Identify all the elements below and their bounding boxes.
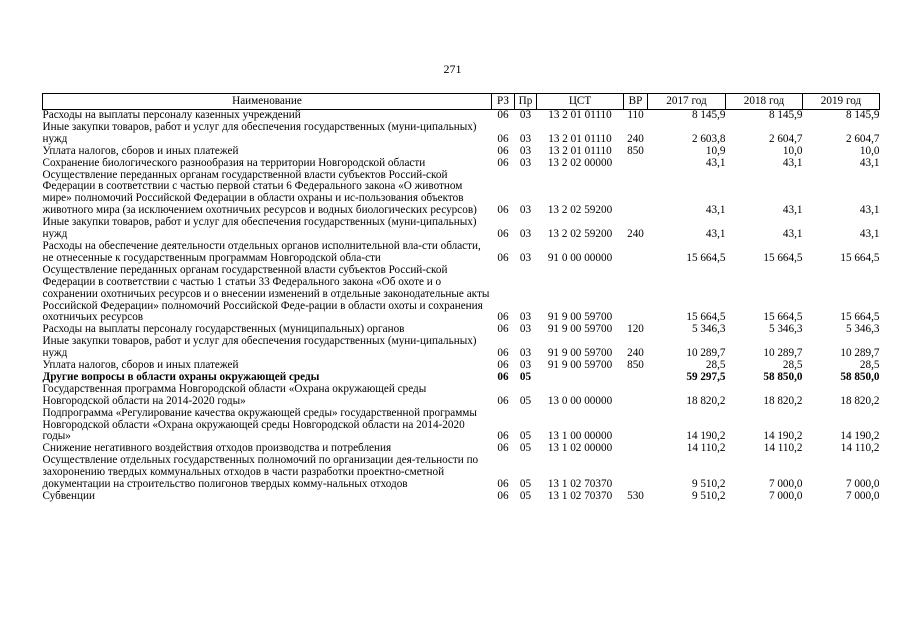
table-row xyxy=(43,170,880,218)
row-value-2018: 10,0 xyxy=(782,144,803,157)
table-body xyxy=(43,110,880,503)
row-value-2019: 10,0 xyxy=(859,144,880,157)
row-value-2017: 9 510,2 xyxy=(691,490,726,502)
row-pr: 05 xyxy=(519,478,532,491)
row-pr: 03 xyxy=(519,347,532,360)
row-cst: 13 2 01 01110 xyxy=(548,132,612,145)
row-rz: 06 xyxy=(497,109,509,121)
row-name: Уплата налогов, сборов и иных платежей xyxy=(42,144,239,157)
row-value-2018: 43,1 xyxy=(782,228,803,241)
row-name: Подпрограмма «Регулирование качества окружающей среды» государственной программы Новгородской области «Охрана окружающей среды Новгородской области на 2014-2020 годы» xyxy=(42,406,477,443)
row-name: Осуществление переданных органам государственной власти субъектов Россий-ской Федерации в соответствии с частью первой статьи 6 Федерального закона «О животном мире» полномочий Российской Федерации в области охраны и ис-пользования объектов животного мира (за исключением охотничьих ресурсов и водных биологических ресурсов) xyxy=(42,168,477,217)
row-pr: 03 xyxy=(519,204,532,217)
row-cst: 13 1 02 00000 xyxy=(547,442,613,455)
table-header-row xyxy=(43,94,880,110)
row-name: Иные закупки товаров, работ и услуг для обеспечения государственных (муни-ципальных) нужд xyxy=(42,216,477,241)
row-cst: 13 2 02 59200 xyxy=(547,204,613,217)
row-value-2017: 14 190,2 xyxy=(686,430,726,443)
row-value-2019: 14 190,2 xyxy=(840,430,880,443)
table-row xyxy=(43,241,880,265)
row-name: Снижение негативного воздействия отходов производства и потребления xyxy=(42,442,392,455)
row-rz: 06 xyxy=(497,442,509,455)
row-rz: 06 xyxy=(497,370,509,383)
header-2018: 2018 год xyxy=(726,94,803,110)
row-value-2018: 15 664,5 xyxy=(763,251,803,264)
row-vr xyxy=(624,408,648,444)
row-value-2018: 10 289,7 xyxy=(763,347,803,360)
row-value-2017: 43,1 xyxy=(705,228,726,241)
row-cst: 13 1 02 70370 xyxy=(547,490,613,502)
row-value-2018: 28,5 xyxy=(782,359,803,372)
row-name: Осуществление отдельных государственных полномочий по организации дея-тельности по захоронению твердых коммунальных отходов в части разработки проектно-сметной документации на строительство полигонов твердых комму-нальных отходов xyxy=(42,454,479,491)
row-value-2018: 5 346,3 xyxy=(768,323,803,336)
row-vr xyxy=(624,241,648,265)
row-rz: 06 xyxy=(497,347,509,360)
row-rz: 06 xyxy=(497,132,509,145)
row-value-2019: 15 664,5 xyxy=(840,311,880,324)
row-value-2017: 10 289,7 xyxy=(686,347,726,360)
table-row xyxy=(43,455,880,491)
row-name: Осуществление переданных органам государственной власти субъектов Россий-ской Федерации в соответствии с частью 1 статьи 33 Федерального закона «Об охоте и о сохранении охотничьих ресурсов и о внесении изменений в отдельные законодательные акты Российской Федерации» полномочий Российской Феде-рации в области охоты и сохранения охотничьих ресурсов xyxy=(42,263,490,324)
row-value-2019: 43,1 xyxy=(859,156,880,169)
row-value-2017: 18 820,2 xyxy=(686,394,726,407)
row-pr: 05 xyxy=(519,394,532,407)
row-value-2018: 7 000,0 xyxy=(768,490,803,502)
row-value-2019: 5 346,3 xyxy=(845,323,880,336)
row-value-2019: 43,1 xyxy=(859,204,880,217)
row-pr: 05 xyxy=(519,370,532,383)
row-name: Субвенции xyxy=(42,490,95,502)
row-cst: 91 9 00 59700 xyxy=(547,347,613,360)
table-row xyxy=(43,491,880,503)
row-value-2019: 28,5 xyxy=(859,359,880,372)
table-row xyxy=(43,122,880,146)
row-value-2017: 14 110,2 xyxy=(686,442,726,455)
table-row xyxy=(43,146,880,158)
row-cst: 13 1 00 00000 xyxy=(547,430,613,443)
row-pr: 03 xyxy=(519,251,532,264)
row-value-2019: 7 000,0 xyxy=(845,478,880,491)
header-2019: 2019 год xyxy=(803,94,880,110)
row-value-2017: 8 145,9 xyxy=(691,109,726,121)
row-value-2018: 2 604,7 xyxy=(768,132,803,145)
row-vr xyxy=(624,455,648,491)
row-name: Иные закупки товаров, работ и услуг для обеспечения государственных (муни-ципальных) нужд xyxy=(42,335,477,360)
row-value-2017: 59 297,5 xyxy=(686,370,726,383)
row-rz: 06 xyxy=(497,478,509,491)
row-rz: 06 xyxy=(497,228,509,241)
table-row xyxy=(43,265,880,325)
row-vr: 240 xyxy=(627,228,644,241)
row-pr: 03 xyxy=(519,228,532,241)
row-value-2017: 2 603,8 xyxy=(691,132,726,145)
row-rz: 06 xyxy=(497,204,509,217)
header-cst: ЦСТ xyxy=(537,94,624,110)
row-vr xyxy=(624,265,648,325)
row-cst: 91 9 00 59700 xyxy=(547,323,613,336)
row-pr: 03 xyxy=(519,109,532,121)
row-value-2018: 43,1 xyxy=(782,156,803,169)
row-cst: 13 2 02 59200 xyxy=(547,228,613,241)
row-value-2019: 2 604,7 xyxy=(845,132,880,145)
row-value-2017: 9 510,2 xyxy=(691,478,726,491)
row-pr: 03 xyxy=(519,311,532,324)
row-cst: 91 9 00 59700 xyxy=(547,311,613,324)
header-name: Наименование xyxy=(43,94,492,110)
row-pr: 03 xyxy=(519,144,532,157)
header-pr: Пр xyxy=(515,94,537,110)
row-vr: 240 xyxy=(627,347,644,360)
row-name: Сохранение биологического разнообразия на территории Новгородской области xyxy=(42,156,426,169)
row-value-2019: 18 820,2 xyxy=(840,394,880,407)
header-2017: 2017 год xyxy=(648,94,726,110)
row-pr: 03 xyxy=(519,359,532,372)
row-vr xyxy=(624,443,648,455)
row-value-2018: 43,1 xyxy=(782,204,803,217)
row-vr xyxy=(624,158,648,170)
row-value-2018: 18 820,2 xyxy=(763,394,803,407)
row-value-2018: 7 000,0 xyxy=(768,478,803,491)
row-value-2019: 7 000,0 xyxy=(845,490,880,502)
table-row xyxy=(43,158,880,170)
row-vr: 240 xyxy=(627,132,644,145)
row-rz: 06 xyxy=(497,490,509,502)
row-value-2017: 28,5 xyxy=(705,359,726,372)
row-pr: 05 xyxy=(519,442,532,455)
row-value-2019: 43,1 xyxy=(859,228,880,241)
row-value-2018: 14 190,2 xyxy=(763,430,803,443)
row-vr xyxy=(624,372,648,384)
row-name: Расходы на выплаты персоналу казенных учреждений xyxy=(42,109,301,121)
row-vr xyxy=(624,384,648,408)
row-value-2019: 8 145,9 xyxy=(845,109,880,121)
row-pr: 05 xyxy=(519,430,532,443)
row-rz: 06 xyxy=(497,144,509,157)
row-value-2017: 15 664,5 xyxy=(686,251,726,264)
header-vr: ВР xyxy=(624,94,648,110)
row-value-2018: 58 850,0 xyxy=(763,370,803,383)
row-name: Другие вопросы в области охраны окружающей среды xyxy=(42,370,320,383)
row-rz: 06 xyxy=(497,394,509,407)
row-cst: 91 9 00 59700 xyxy=(547,359,613,372)
row-rz: 06 xyxy=(497,430,509,443)
budget-table xyxy=(42,93,880,503)
row-pr: 03 xyxy=(519,132,532,145)
row-pr: 03 xyxy=(519,156,532,169)
row-name: Уплата налогов, сборов и иных платежей xyxy=(42,359,239,372)
row-value-2019: 14 110,2 xyxy=(840,442,880,455)
page-number: 271 xyxy=(443,62,462,76)
row-value-2019: 15 664,5 xyxy=(840,251,880,264)
table-row xyxy=(43,408,880,444)
row-pr: 03 xyxy=(519,323,532,336)
row-value-2018: 14 110,2 xyxy=(763,442,803,455)
row-value-2017: 10,9 xyxy=(705,144,726,157)
row-name: Расходы на обеспечение деятельности отдельных органов исполнительной вла-сти области, не отнесенные к государственным программам Новгородской обла-сти xyxy=(42,239,481,264)
row-name: Иные закупки товаров, работ и услуг для обеспечения государственных (муни-ципальных) нужд xyxy=(42,120,477,145)
row-value-2017: 5 346,3 xyxy=(691,323,726,336)
row-rz: 06 xyxy=(497,311,509,324)
row-value-2018: 8 145,9 xyxy=(768,109,803,121)
table-row xyxy=(43,336,880,360)
row-cst: 91 0 00 00000 xyxy=(547,251,613,264)
row-rz: 06 xyxy=(497,251,509,264)
row-value-2019: 10 289,7 xyxy=(840,347,880,360)
row-vr xyxy=(624,170,648,218)
row-cst: 13 2 01 01110 xyxy=(548,109,612,121)
row-cst: 13 2 02 00000 xyxy=(547,156,613,169)
row-name: Государственная программа Новгородской области «Охрана окружающей среды Новгородской области на 2014-2020 годы» xyxy=(42,382,427,407)
row-value-2019: 58 850,0 xyxy=(840,370,880,383)
row-vr: 850 xyxy=(627,359,644,372)
row-value-2017: 43,1 xyxy=(705,204,726,217)
row-name: Расходы на выплаты персоналу государственных (муниципальных) органов xyxy=(42,323,405,336)
row-cst: 13 0 00 00000 xyxy=(547,394,613,407)
row-cst: 13 1 02 70370 xyxy=(547,478,613,491)
row-cst xyxy=(537,372,624,384)
table-row xyxy=(43,217,880,241)
row-rz: 06 xyxy=(497,156,509,169)
row-vr: 530 xyxy=(627,490,644,502)
row-vr: 850 xyxy=(627,144,644,157)
table-row xyxy=(43,384,880,408)
row-vr: 120 xyxy=(627,323,644,336)
row-rz: 06 xyxy=(497,359,509,372)
header-rz: РЗ xyxy=(492,94,515,110)
row-value-2017: 43,1 xyxy=(705,156,726,169)
row-rz: 06 xyxy=(497,323,509,336)
row-cst: 13 2 01 01110 xyxy=(548,144,612,157)
row-pr: 05 xyxy=(519,490,532,502)
row-value-2018: 15 664,5 xyxy=(763,311,803,324)
row-vr: 110 xyxy=(627,109,644,121)
row-value-2017: 15 664,5 xyxy=(686,311,726,324)
